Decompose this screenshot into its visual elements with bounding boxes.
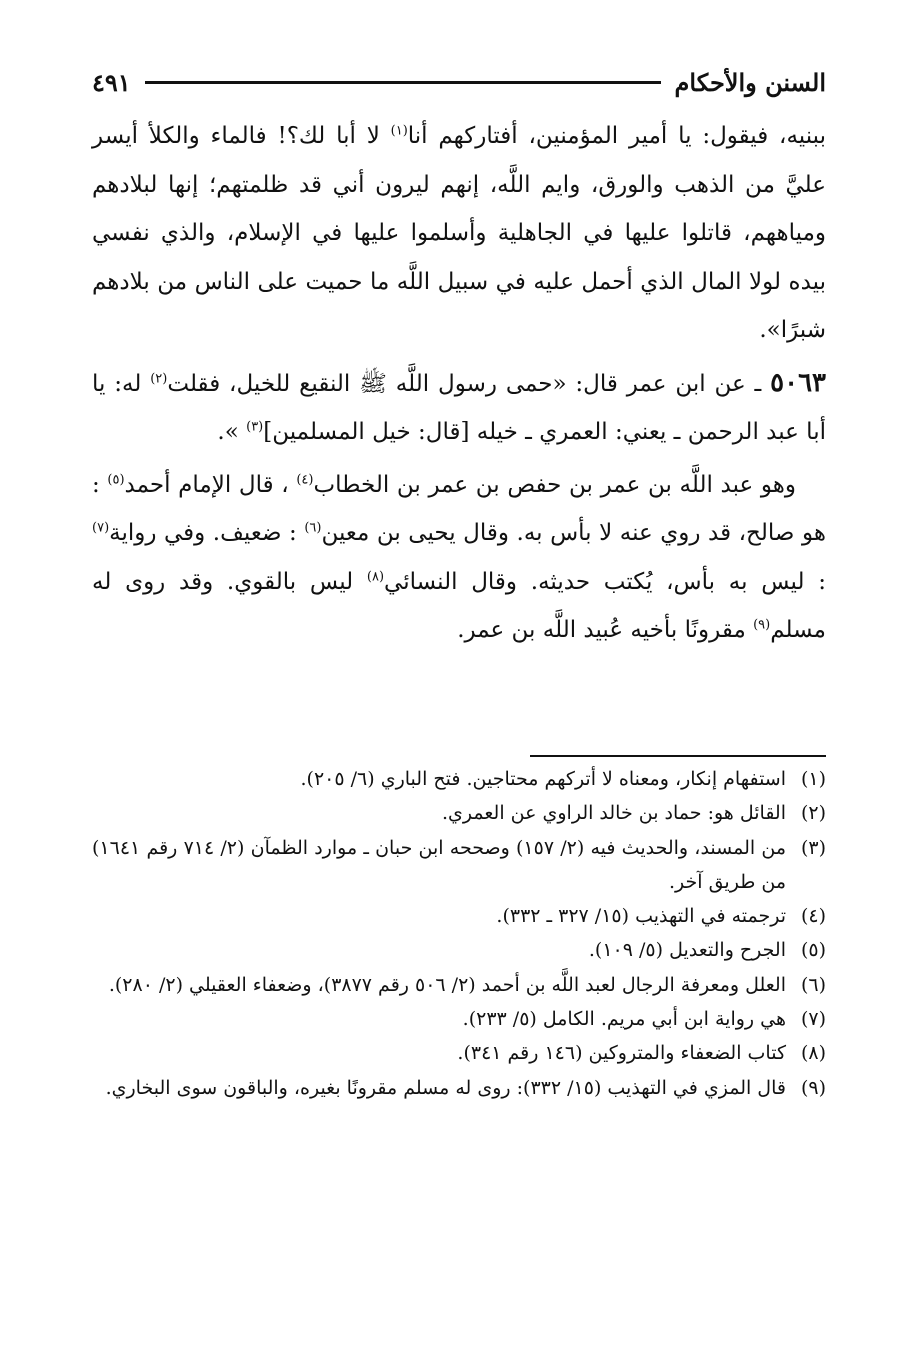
footnote-7 <box>92 1002 826 1036</box>
footnote-text: استفهام إنكار، ومعناه لا أتركهم محتاجين. فتح الباري (٦/ ٢٠٥). <box>300 768 786 790</box>
footnote-text: القائل هو: حماد بن خالد الراوي عن العمري. <box>442 802 786 825</box>
footnote-text: الجرح والتعديل (٥/ ١٠٩). <box>588 939 786 962</box>
footnote-8 <box>92 1036 826 1070</box>
footnote-number: (١) <box>800 768 826 790</box>
footnote-4 <box>92 899 826 933</box>
footnotes <box>92 762 826 1105</box>
text-run: : ضعيف. وفي رواية <box>109 520 305 546</box>
main-text <box>92 112 826 655</box>
footnote-9 <box>92 1071 826 1105</box>
text-run: ». <box>217 419 247 445</box>
footnote-text: العلل ومعرفة الرجال لعبد اللَّه بن أحمد (٢/ ٥٠٦ رقم ٣٨٧٧)، وضعفاء العقيلي (٢/ ٢٨٠). <box>108 973 786 996</box>
text-run: ببنيه، فيقول: يا أمير المؤمنين، أفتاركهم أنا <box>407 123 827 149</box>
footnote-number: (٧) <box>800 1008 826 1031</box>
footnote-ref-8: (٨) <box>366 568 385 584</box>
text-run: ـ عن ابن عمر قال: «حمى رسول اللَّه ﷺ النقيع للخيل، فقلت <box>167 370 771 397</box>
footnote-number: (٥) <box>800 939 826 962</box>
page-number: ٤٩١ <box>92 67 131 97</box>
running-title: السنن والأحكام <box>674 67 826 97</box>
footnote-5 <box>92 933 826 967</box>
paragraph-3 <box>92 461 826 655</box>
footnote-ref-4: (٤) <box>296 471 314 487</box>
text-run: له: يا أبا عبد الرحمن ـ يعني: العمري ـ خيله [قال: خيل المسلمين] <box>92 370 826 445</box>
text-run: وهو عبد اللَّه بن عمر بن حفص بن عمر بن الخطاب <box>313 471 797 498</box>
footnote-ref-1: (١) <box>390 123 408 139</box>
footnote-ref-5: (٥) <box>107 471 125 487</box>
footnote-number: (٦) <box>800 973 826 996</box>
text-run: ، قال الإمام أحمد <box>124 471 297 498</box>
footnote-text: قال المزي في التهذيب (١٥/ ٣٣٢): روى له مسلم مقرونًا بغيره، والباقون سوى البخاري. <box>105 1076 786 1099</box>
footnote-2 <box>92 796 826 830</box>
text-run: لا أبا لك؟! فالماء والكلأ أيسر عليَّ من الذهب والورق، وايم اللَّه، إنهم ليرون أني قد ظلمتهم؛ إنها لبلادهم ومياههم، قاتلوا عليها في الجاهلية وأسلموا عليها في الإسلام، والذي نفسي بيده لولا المال الذي أحمل عليه في سبيل اللَّه ما حميت على الناس من بلادهم شبرًا». <box>92 123 826 343</box>
footnote-ref-9: (٩) <box>753 617 771 633</box>
footnote-number: (٨) <box>800 1042 826 1065</box>
header-rule <box>145 81 661 84</box>
footnote-text: من المسند، والحديث فيه (٢/ ١٥٧) وصححه ابن حبان ـ موارد الظمآن (٢/ ٧١٤ رقم ١٦٤١) من طريق آخر. <box>92 836 786 893</box>
footnote-3 <box>92 831 826 900</box>
footnote-ref-7: (٧) <box>92 520 110 536</box>
footnote-number: (٩) <box>800 1076 826 1099</box>
footnote-text: ترجمته في التهذيب (١٥/ ٣٢٧ ـ ٣٣٢). <box>496 905 786 928</box>
footnote-number: (٢) <box>800 802 826 825</box>
footnote-6 <box>92 968 826 1002</box>
footnote-1 <box>92 762 826 796</box>
footnote-number: (٤) <box>800 905 826 928</box>
footnote-ref-6: (٦) <box>304 520 322 536</box>
paragraph-1 <box>92 112 826 355</box>
footnote-separator <box>530 755 826 757</box>
text-run: ليس بالقوي. وقد روى له مسلم <box>92 568 826 643</box>
text-run: : ليس به بأس، يُكتب حديثه. وقال النسائي <box>384 568 826 595</box>
footnote-ref-3: (٣) <box>246 419 264 435</box>
text-run: : هو صالح، قد روي عنه لا بأس به. وقال يحيى بن معين <box>92 471 826 546</box>
text-run: مقرونًا بأخيه عُبيد اللَّه بن عمر. <box>457 617 754 643</box>
hadith-5063 <box>92 359 826 457</box>
footnote-text: هي رواية ابن أبي مريم. الكامل (٥/ ٢٣٣). <box>462 1008 786 1031</box>
footnote-text: كتاب الضعفاء والمتروكين (١٤٦ رقم ٣٤١). <box>457 1042 786 1065</box>
footnote-ref-2: (٢) <box>150 370 168 386</box>
hadith-number: ٥٠٦٣ <box>770 367 827 398</box>
footnote-number: (٣) <box>800 836 826 859</box>
page-header <box>92 62 826 102</box>
